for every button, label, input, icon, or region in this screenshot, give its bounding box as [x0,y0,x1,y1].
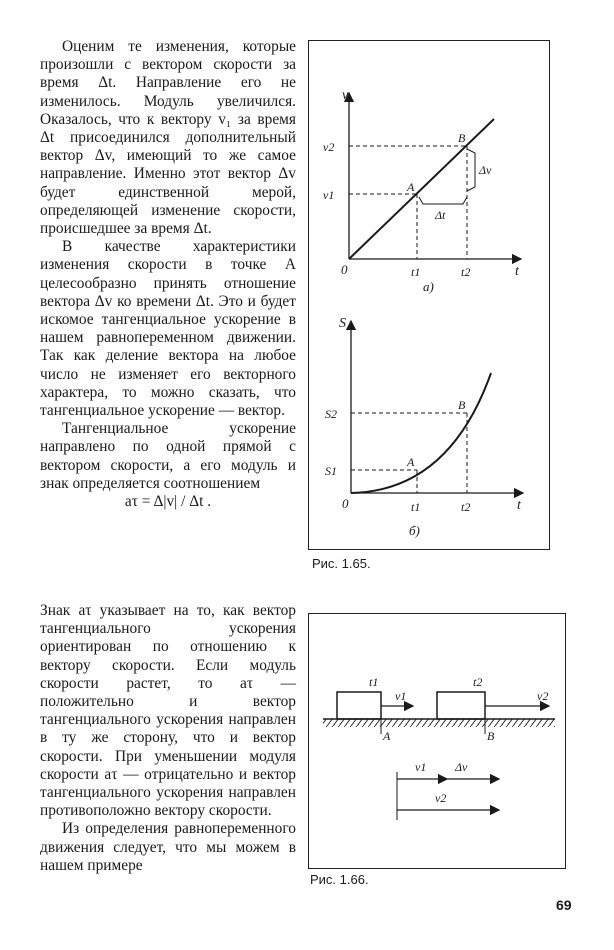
tick-s1: S1 [325,464,337,478]
vec-v2-label: v2 [435,791,447,805]
delta-v-label: Δv [479,163,492,177]
figure-1-65 [308,40,550,550]
paragraph-2: В качестве характеристики изменения скорости в точке A целесообразно принять отношение вектора Δv ко времени Δt. Это и будет искомое тангенциальное ускорение в нашем равнопеременном движении. Так как деление вектора на любое число не изменяет его векторного характера, то можно сказать, что тангенциальное ускорение — вектор. [40,238,296,420]
text-column-top [40,38,296,511]
figure-1-65-caption: Рис. 1.65. [312,556,371,571]
point-a-label-166: A [383,729,391,743]
tick-t1-b: t1 [411,500,421,514]
delta-t-label: Δt [435,208,446,222]
tick-t2: t2 [461,265,471,279]
delta-v-brace [467,149,475,191]
distance-curve [351,373,491,493]
point-a-label: A [407,180,415,194]
v2-label: v2 [537,689,549,703]
paragraph-4: Знак aτ указывает на то, как вектор тангенциального ускорения ориентирован по отношению к вектору скорости. Если модуль скорости растет, то aτ — положительно и вектор тангенциального ускорения направлен в ту же сторону, что и вектор скорости. При уменьшении модуля скорости aτ — отрицательно и вектор тангенциального ускорения направлен противоположно вектору скорости. [40,602,296,820]
paragraph-3: Тангенциальное ускорение направлено по одной прямой с вектором скорости, а его модуль и знак определяется соотношением [40,420,296,492]
page-number: 69 [556,897,572,913]
graph-distance-time [325,316,523,538]
tick-t2-b: t2 [461,500,471,514]
graph-b-label: б) [409,523,420,538]
v1-label: v1 [395,689,407,703]
axis-t-label: t [515,264,519,279]
velocity-line [349,119,494,259]
vec-dv-label: Δv [455,760,468,774]
paragraph-1: Оценим те изменения, которые произошли с вектором скорости за время Δt. Направление его не изменилось. Модуль увеличился. Оказалось, что к вектору v₁ за время Δt присоединился дополнительный вектор Δv, имеющий то же самое направление. Именно этот вектор Δv будет единственной мерой, определяющей изменение скорости, происшедшее за время Δt. [40,38,296,238]
point-b-label-166: B [487,729,495,743]
point-b-b-label: B [458,398,466,412]
formula-tangential-acceleration: aτ = Δ|v| / Δt . [124,493,212,511]
tick-v1: v1 [323,188,335,202]
body-position-1 [337,692,381,719]
body-position-2 [437,692,485,719]
point-b-label: B [458,131,466,145]
text-column-bottom [40,602,296,875]
tick-v2: v2 [323,140,335,154]
tick-t1: t1 [411,265,421,279]
t2-label: t2 [473,675,483,689]
ground-hatching [323,719,555,727]
paragraph-5: Из определения равнопеременного движения следует, что мы можем в нашем примере [40,820,296,874]
graph-velocity-time [323,88,521,294]
origin-label: 0 [341,262,348,277]
axis-t-b-label: t [517,498,521,513]
origin-b-label: 0 [342,496,349,511]
vec-v1-label: v1 [415,760,427,774]
figure-1-66-caption: Рис. 1.66. [310,872,369,887]
tick-s2: S2 [325,407,337,421]
point-a-b-label: A [407,455,415,469]
graph-a-label: а) [423,279,434,294]
axis-s-label: S [339,316,346,331]
figure-1-66 [308,613,566,869]
delta-t-brace [419,197,467,204]
t1-label: t1 [369,675,379,689]
axis-v-label: v [342,88,349,103]
